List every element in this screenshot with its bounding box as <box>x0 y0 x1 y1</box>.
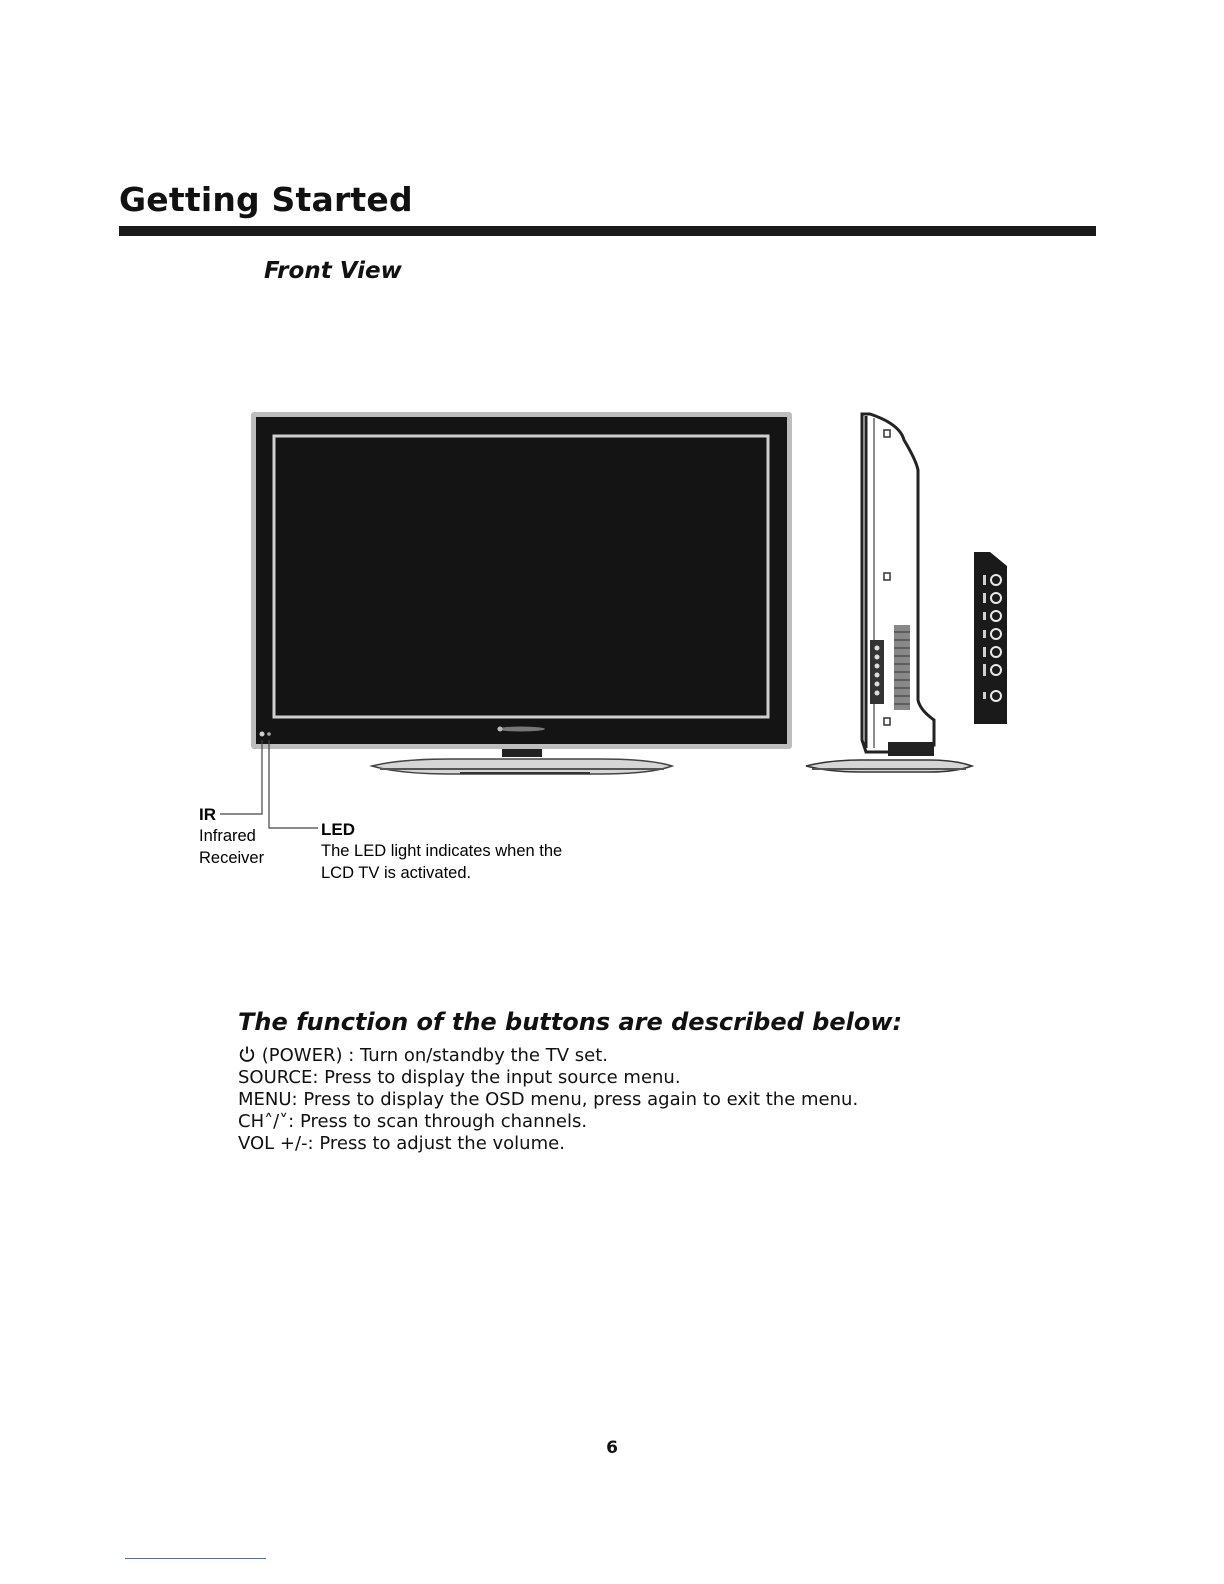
list-item <box>238 1089 858 1111</box>
list-item-text: Turn on/standby the TV set. <box>360 1045 608 1066</box>
ir-label: IR <box>199 805 216 824</box>
tv-side-view <box>806 414 972 772</box>
section-heading: Front View <box>264 258 402 284</box>
list-item-text: Press to display the input source menu. <box>324 1067 681 1088</box>
button-function-list <box>238 1045 858 1155</box>
list-item-key: SOURCE: <box>238 1067 325 1088</box>
power-icon <box>238 1045 256 1063</box>
page-number: 6 <box>606 1438 618 1458</box>
list-item <box>238 1133 858 1155</box>
led-leader-line <box>269 740 318 828</box>
list-item-key: MENU: <box>238 1089 304 1110</box>
list-item-key: (POWER) : <box>261 1045 360 1066</box>
list-item-text: Press to scan through channels. <box>299 1111 588 1132</box>
led-description-line1: The LED light indicates when the <box>321 842 563 860</box>
list-item-key: CH˄/˅: <box>238 1111 300 1132</box>
list-item <box>238 1111 858 1133</box>
stand-neck <box>502 749 542 757</box>
ir-leader-line <box>220 740 262 814</box>
ir-description-line1: Infrared <box>199 827 256 845</box>
list-item-text: Press to display the OSD menu, press again to exit the menu. <box>303 1089 859 1110</box>
led-label: LED <box>321 820 355 839</box>
tv-screen <box>274 436 768 717</box>
ir-description-line2: Receiver <box>199 849 265 867</box>
list-item-key: VOL +/-: <box>238 1133 320 1154</box>
tv-front-view <box>251 412 792 774</box>
led-description-line2: LCD TV is activated. <box>321 864 472 882</box>
brand-logo <box>497 727 545 732</box>
side-button-panel <box>974 552 1007 724</box>
footer-rule <box>125 1558 266 1559</box>
stand-base <box>372 759 672 774</box>
ir-sensor-dot <box>260 732 265 737</box>
list-item <box>238 1045 858 1067</box>
list-item <box>238 1067 858 1089</box>
page-title: Getting Started <box>119 180 413 219</box>
buttons-heading: The function of the buttons are described below: <box>238 1008 903 1036</box>
led-dot <box>267 732 271 736</box>
list-item-text: Press to adjust the volume. <box>319 1133 565 1154</box>
